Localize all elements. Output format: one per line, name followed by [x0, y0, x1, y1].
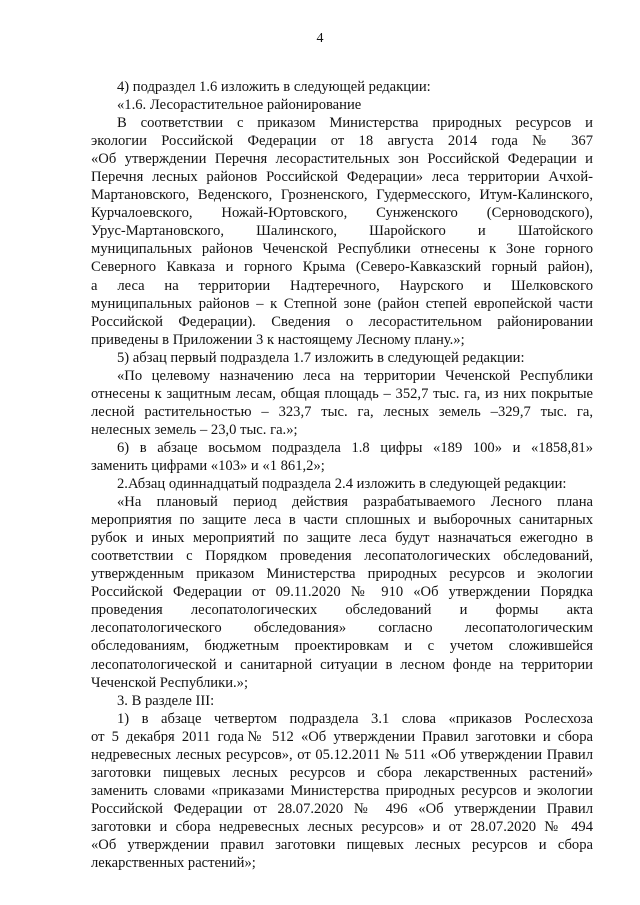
- text-line: лесной растительностью – 323,7 тыс. га, лесных земель –329,7 тыс. га,: [91, 403, 593, 420]
- text-line: Урус-Мартановского, Шалинского, Шаройского и Шатойского: [91, 223, 593, 240]
- subsection-heading-1-6: [91, 96, 593, 114]
- text-line: Перечня лесных районов Российской Федерации» леса территории Ачхой-: [91, 169, 593, 186]
- paragraph-item-2: [91, 475, 593, 493]
- text-line: заменить словами «приказами Министерства природных ресурсов и экологии: [91, 782, 593, 799]
- text-line: утвержденным приказом Министерства природных ресурсов и экологии: [91, 566, 593, 583]
- text-line: недревесных лесных ресурсов», от 05.12.2011 № 511 «Об утверждении Правил: [91, 746, 593, 763]
- text-line: заготовки и сбора недревесных лесных ресурсов» и от 28.07.2020 № 494: [91, 818, 593, 835]
- text-line: муниципальных районов – к Степной зоне (район степей европейской части: [91, 295, 593, 312]
- text-line: 4) подраздел 1.6 изложить в следующей редакции:: [117, 79, 431, 95]
- text-line: нелесных земель – 23,0 тыс. га.»;: [91, 421, 298, 438]
- text-line: Чеченской Республики.»;: [91, 674, 249, 691]
- text-line: экологии Российской Федерации от 18 августа 2014 года № 367: [91, 133, 593, 150]
- paragraph-item-5: [91, 349, 593, 367]
- text-line: заготовки пищевых лесных ресурсов и сбора лекарственных растений»: [91, 764, 593, 781]
- text-line: «По целевому назначению леса на территории Чеченской Республики: [117, 367, 593, 384]
- text-line: 6) в абзаце восьмом подраздела 1.8 цифры «189 100» и «1858,81»: [117, 439, 593, 456]
- paragraph-purpose: [91, 367, 593, 439]
- text-line: Курчалоевского, Ножай-Юртовского, Сунженского (Серноводского),: [91, 205, 593, 222]
- text-line: Мартановского, Веденского, Грозненского, Гудермесского, Итум-Калинского,: [91, 187, 593, 204]
- page-number: 4: [316, 31, 324, 46]
- text-line: обследованиям, бюджетным проектировкам и с учетом сложившейся: [91, 638, 593, 655]
- text-line: проведения лесопатологических обследований и формы акта: [91, 602, 593, 619]
- paragraph-item-6: [91, 439, 593, 475]
- text-line: Российской Федерации). Сведения о лесорастительном районировании: [91, 313, 593, 330]
- text-line: «1.6. Лесорастительное районирование: [117, 97, 362, 114]
- text-line: муниципальных районов Чеченской Республики отнесены к Зоне горного: [91, 241, 593, 258]
- text-line: Российской Федерации от 09.11.2020 № 910 «Об утверждении Порядка: [91, 584, 593, 601]
- text-line: «Об утверждении правил заготовки пищевых лесных ресурсов и сбора: [91, 836, 593, 853]
- text-line: 3. В разделе III:: [117, 692, 215, 709]
- text-line: Российской Федерации от 28.07.2020 № 496 «Об утверждении Правил: [91, 800, 593, 817]
- text-line: лекарственных растений»;: [91, 855, 256, 872]
- text-line: лесопатологического обследования» согласно лесопатологическим: [91, 620, 593, 637]
- paragraph-item-3: [91, 692, 593, 710]
- text-line: отнесены к защитным лесам, общая площадь – 352,7 тыс. га, из них покрытые: [91, 385, 593, 402]
- text-line: 5) абзац первый подраздела 1.7 изложить в следующей редакции:: [117, 349, 525, 366]
- text-line: Северного Кавказа и горного Крыма (Северо-Кавказский горный район),: [91, 259, 593, 276]
- paragraph-forest-zoning: [91, 114, 593, 349]
- text-line: мероприятия по защите леса в части сплошных и выборочных санитарных: [91, 512, 593, 529]
- text-line: лесопатологической и санитарной ситуации в лесном фонде на территории: [91, 656, 593, 673]
- text-line: «На плановый период действия разрабатываемого Лесного плана: [117, 494, 593, 511]
- text-line: заменить цифрами «103» и «1 861,2»;: [91, 457, 325, 474]
- text-line: от 5 декабря 2011 года№ 512 «Об утверждении Правил заготовки и сбора: [91, 728, 593, 745]
- text-line: рубок и иных мероприятий по защите леса будут назначаться ежегодно в: [91, 530, 593, 547]
- text-line: а леса на территории Надтеречного, Наурского и Шелковского: [91, 277, 593, 294]
- document-body: [91, 78, 593, 872]
- paragraph-item-3-1: [91, 710, 593, 872]
- text-line: приведены в Приложении 3 к настоящему Лесному плану.»;: [91, 331, 465, 348]
- text-line: соответствии с Порядком проведения лесопатологических обследований,: [91, 548, 593, 565]
- text-line: В соответствии с приказом Министерства природных ресурсов и: [117, 115, 593, 132]
- text-line: «Об утверждении Перечня лесорастительных зон Российской Федерации и: [91, 151, 593, 168]
- text-line: 2.Абзац одиннадцатый подраздела 2.4 изложить в следующей редакции:: [117, 476, 567, 493]
- text-line: 1) в абзаце четвертом подраздела 3.1 слова «приказов Рослесхоза: [117, 710, 593, 727]
- paragraph-item-4: [91, 78, 593, 96]
- paragraph-forest-protection: [91, 493, 593, 692]
